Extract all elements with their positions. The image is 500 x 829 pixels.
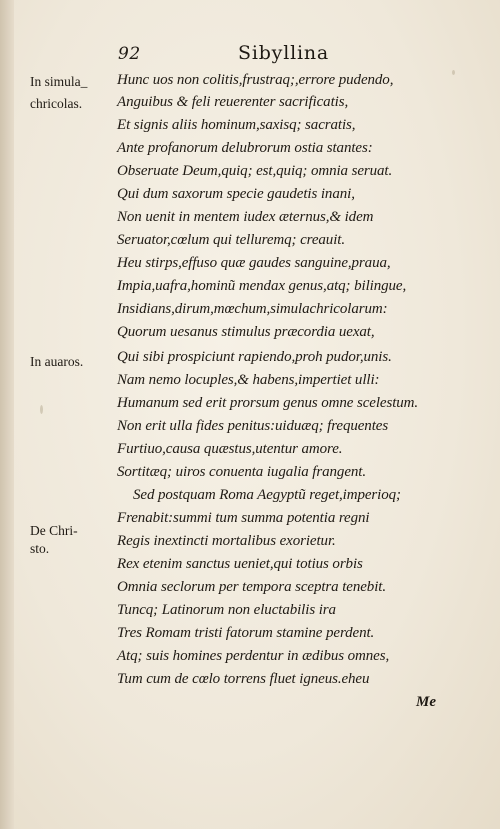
verse-line: Humanum sed erit prorsum genus omne scelestum. — [117, 395, 419, 411]
verse-line: Sortitæq; uiros conuenta iugalia frangent. — [117, 464, 366, 480]
verse-line: Et signis aliis hominum,saxisq; sacratis, — [117, 117, 356, 133]
verse-line: Atq; suis homines perdentur in ædibus omnes, — [117, 648, 390, 664]
verse-line: Obseruate Deum,quiq; est,quiq; omnia seruat. — [117, 163, 393, 179]
verse-line: Seruator,cœlum qui telluremq; creauit. — [117, 232, 345, 248]
verse-line: Tres Romam tristi fatorum stamine perdent. — [117, 625, 375, 641]
page-gutter — [0, 0, 14, 829]
verse-line: Qui sibi prospiciunt rapiendo,proh pudor,unis. — [117, 349, 392, 365]
margin-note: sto. — [30, 541, 50, 556]
verse-line: Tuncq; Latinorum non eluctabilis ira — [117, 602, 336, 618]
verse-line: Non erit ulla fides penitus:uiduæq; frequentes — [117, 418, 389, 434]
margin-note: In auaros. — [30, 354, 84, 369]
margin-note: De Chri- — [30, 523, 78, 538]
verse-line: Hunc uos non colitis,frustraq;,errore pudendo, — [117, 72, 394, 88]
verse-line: Non uenit in mentem iudex æternus,& idem — [117, 209, 374, 225]
verse-line: Regis inextincti mortalibus exorietur. — [117, 533, 336, 549]
verse-line: Frenabit:summi tum summa potentia regni — [117, 510, 370, 526]
verse-line: Anguibus & feli reuerenter sacrificatis, — [117, 94, 349, 110]
verse-line: Nam nemo locuples,& habens,impertiet ulli: — [117, 372, 380, 388]
verse-line: Tum cum de cœlo torrens fluet igneus.eheu — [117, 671, 370, 687]
ink-speck — [452, 70, 455, 75]
margin-note: In simula_ — [30, 74, 88, 89]
page-number: 92 — [118, 44, 141, 64]
verse-line: Insidians,dirum,mœchum,simulachricolarum: — [117, 301, 388, 317]
verse-line: Furtiuo,causa quæstus,utentur amore. — [117, 441, 343, 457]
verse-line: Qui dum saxorum specie gaudetis inani, — [117, 186, 355, 202]
verse-line: Quorum uesanus stimulus præcordia uexat, — [117, 324, 375, 340]
running-title: Sibyllina — [238, 42, 329, 64]
verse-line: Omnia seclorum per tempora sceptra tenebit. — [117, 579, 386, 595]
verse-line: Sed postquam Roma Aegyptũ reget,imperioq; — [133, 487, 401, 503]
ink-speck — [40, 405, 43, 414]
verse-line: Impia,uafra,hominũ mendax genus,atq; bilingue, — [117, 278, 407, 294]
verse-line: Rex etenim sanctus ueniet,qui totius orbis — [117, 556, 363, 572]
catchword: Me — [416, 694, 436, 710]
verse-line: Ante profanorum delubrorum ostia stantes: — [117, 140, 373, 156]
verse-line: Heu stirps,effuso quæ gaudes sanguine,praua, — [117, 255, 391, 271]
margin-note: chricolas. — [30, 96, 83, 111]
page-header — [0, 44, 500, 68]
